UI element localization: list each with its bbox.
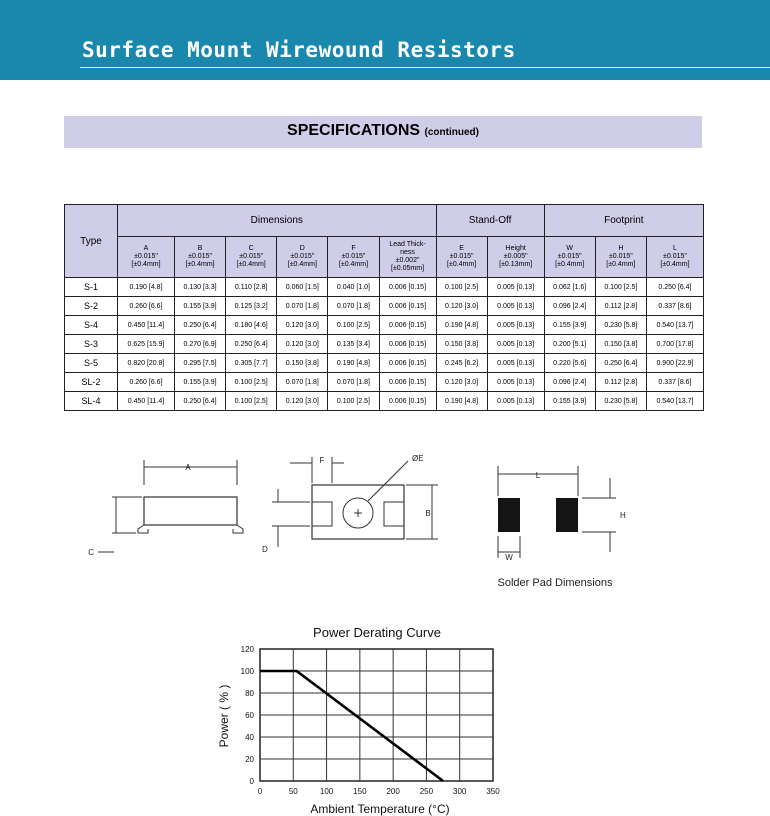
table-cell: 0.155 [3.9] [544,316,595,335]
specifications-subtitle: (continued) [424,127,479,138]
table-cell: 0.006 [0.15] [379,392,436,411]
table-row [65,335,704,354]
column-header: W ±0.015" [±0.4mm] [544,237,595,278]
table-cell: 0.250 [6.4] [174,316,225,335]
table-row [65,373,704,392]
right-lead-pad [384,502,404,526]
chart-x-tick-label: 100 [319,787,334,796]
table-cell: 0.190 [4.8] [328,354,379,373]
table-cell: 0.005 [0.13] [487,316,544,335]
chart-y-tick-label: 0 [249,777,254,786]
table-cell: 0.190 [4.8] [436,392,487,411]
table-row [65,297,704,316]
table-cell: 0.100 [2.5] [436,278,487,297]
table-cell: 0.125 [3.2] [226,297,277,316]
table-cell: 0.005 [0.13] [487,392,544,411]
table-cell: 0.100 [2.5] [226,392,277,411]
table-cell: 0.820 [20.8] [118,354,175,373]
banner-underline [80,67,770,68]
table-row [65,316,704,335]
table-cell: 0.120 [3.0] [436,373,487,392]
table-cell: 0.625 [15.9] [118,335,175,354]
table-cell: 0.100 [2.5] [328,316,379,335]
table-cell: 0.150 [3.8] [277,354,328,373]
table-cell: 0.120 [3.0] [436,297,487,316]
table-cell: 0.245 [6.2] [436,354,487,373]
table-cell: 0.100 [2.5] [595,278,646,297]
left-lead-pad [312,502,332,526]
left-terminal [138,525,148,533]
row-type-cell: S-3 [65,335,118,354]
table-cell: 0.096 [2.4] [544,297,595,316]
chart-y-tick-label: 100 [240,667,254,676]
table-cell: 0.005 [0.13] [487,354,544,373]
table-cell: 0.155 [3.9] [174,297,225,316]
table-cell: 0.155 [3.9] [174,373,225,392]
table-cell: 0.150 [3.8] [595,335,646,354]
dimensions-group-header: Dimensions [118,205,437,237]
table-cell: 0.180 [4.6] [226,316,277,335]
chart-y-tick-label: 40 [245,733,254,742]
table-cell: 0.250 [6.4] [646,278,703,297]
chart-x-tick-label: 200 [386,787,400,796]
dim-d-label: D [262,545,268,554]
table-cell: 0.337 [8.6] [646,373,703,392]
page-title: Surface Mount Wirewound Resistors [82,38,516,62]
header-banner [0,0,770,80]
column-header: F ±0.015" [±0.4mm] [328,237,379,278]
table-cell: 0.005 [0.13] [487,335,544,354]
table-cell: 0.295 [7.5] [174,354,225,373]
column-header: B ±0.015" [±0.4mm] [174,237,225,278]
table-cell: 0.450 [11.4] [118,316,175,335]
table-cell: 0.120 [3.0] [277,316,328,335]
column-header: C ±0.015" [±0.4mm] [226,237,277,278]
chart-x-tick-label: 150 [353,787,367,796]
chart-y-tick-label: 80 [245,689,254,698]
chart-y-axis-label: Power ( % ) [217,684,231,748]
table-cell: 0.006 [0.15] [379,297,436,316]
column-header: E ±0.015" [±0.4mm] [436,237,487,278]
table-cell: 0.006 [0.15] [379,354,436,373]
table-cell: 0.337 [8.6] [646,297,703,316]
dim-e-label: ØE [412,454,424,463]
table-cell: 0.100 [2.5] [226,373,277,392]
chart-x-tick-label: 0 [257,787,263,796]
chart-title: Power Derating Curve [313,625,441,640]
dim-w-label: W [505,553,513,562]
table-cell: 0.230 [5.8] [595,392,646,411]
table-cell: 0.305 [7.7] [226,354,277,373]
table-cell: 0.006 [0.15] [379,335,436,354]
solder-pad-caption: Solder Pad Dimensions [497,577,613,589]
table-cell: 0.190 [4.8] [436,316,487,335]
chart-x-axis-label: Ambient Temperature (°C) [310,802,450,816]
row-type-cell: S-1 [65,278,118,297]
table-cell: 0.540 [13.7] [646,392,703,411]
row-type-cell: S-4 [65,316,118,335]
type-column-header: Type [65,205,118,278]
table-cell: 0.135 [3.4] [328,335,379,354]
table-cell: 0.070 [1.8] [277,297,328,316]
column-header: H ±0.015" [±0.4mm] [595,237,646,278]
table-cell: 0.900 [22.9] [646,354,703,373]
solder-pad-right [556,498,578,532]
table-cell: 0.250 [6.4] [595,354,646,373]
row-type-cell: S-5 [65,354,118,373]
row-type-cell: S-2 [65,297,118,316]
table-cell: 0.190 [4.8] [118,278,175,297]
table-cell: 0.005 [0.13] [487,373,544,392]
table-cell: 0.155 [3.9] [544,392,595,411]
table-cell: 0.220 [5.6] [544,354,595,373]
table-cell: 0.130 [3.3] [174,278,225,297]
right-terminal [233,525,243,533]
table-cell: 0.540 [13.7] [646,316,703,335]
chart-x-tick-label: 300 [453,787,467,796]
chart-y-tick-label: 60 [245,711,254,720]
table-cell: 0.230 [5.8] [595,316,646,335]
table-row [65,392,704,411]
table-row [65,278,704,297]
table-cell: 0.006 [0.15] [379,316,436,335]
table-cell: 0.200 [5.1] [544,335,595,354]
dim-h-label: H [620,511,626,520]
table-row [65,354,704,373]
table-cell: 0.260 [6.6] [118,297,175,316]
chart-x-tick-label: 350 [486,787,500,796]
row-type-cell: SL-2 [65,373,118,392]
table-cell: 0.120 [3.0] [277,335,328,354]
table-cell: 0.070 [1.8] [328,373,379,392]
table-cell: 0.006 [0.15] [379,373,436,392]
specifications-table [64,204,704,411]
dim-l-label: L [535,471,541,480]
specifications-title [64,122,702,140]
chart-x-tick-label: 50 [288,787,298,796]
table-cell: 0.250 [6.4] [174,392,225,411]
table-cell: 0.112 [2.8] [595,373,646,392]
resistor-body [144,497,237,525]
table-cell: 0.060 [1.5] [277,278,328,297]
table-cell: 0.005 [0.13] [487,278,544,297]
table-cell: 0.450 [11.4] [118,392,175,411]
solder-pad-diagram [470,460,650,595]
table-cell: 0.700 [17.8] [646,335,703,354]
table-cell: 0.260 [6.6] [118,373,175,392]
table-cell: 0.070 [1.8] [277,373,328,392]
row-type-cell: SL-4 [65,392,118,411]
specifications-heading-bar [64,116,702,148]
column-header: Lead Thick- ness ±0.002" [±0.05mm] [379,237,436,278]
column-header: L ±0.015" [±0.4mm] [646,237,703,278]
table-cell: 0.150 [3.8] [436,335,487,354]
power-derating-chart [210,620,510,816]
table-cell: 0.062 [1.6] [544,278,595,297]
table-cell: 0.005 [0.13] [487,297,544,316]
footprint-group-header: Footprint [544,205,703,237]
dim-a-label: A [185,463,191,472]
table-cell: 0.112 [2.8] [595,297,646,316]
table-cell: 0.040 [1.0] [328,278,379,297]
dim-e-leader [368,461,408,501]
specifications-title-text: SPECIFICATIONS [287,122,421,139]
table-cell: 0.270 [6.9] [174,335,225,354]
column-header: A ±0.015" [±0.4mm] [118,237,175,278]
dim-c-label: C [88,548,94,557]
dim-b-label: B [425,509,431,518]
column-header: D ±0.015" [±0.4mm] [277,237,328,278]
solder-pad-left [498,498,520,532]
table-cell: 0.120 [3.0] [277,392,328,411]
chart-y-tick-label: 20 [245,755,254,764]
table-cell: 0.250 [6.4] [226,335,277,354]
table-cell: 0.006 [0.15] [379,278,436,297]
top-view-diagram [260,455,460,565]
table-cell: 0.110 [2.8] [226,278,277,297]
chart-series-line [260,671,443,781]
column-header: Height ±0.005" [±0.13mm] [487,237,544,278]
chart-x-tick-label: 250 [419,787,434,796]
chart-y-tick-label: 120 [240,645,254,654]
standoff-group-header: Stand-Off [436,205,544,237]
table-cell: 0.100 [2.5] [328,392,379,411]
table-cell: 0.070 [1.8] [328,297,379,316]
dim-f-label: F [319,456,325,465]
side-view-diagram [88,455,260,565]
table-cell: 0.096 [2.4] [544,373,595,392]
